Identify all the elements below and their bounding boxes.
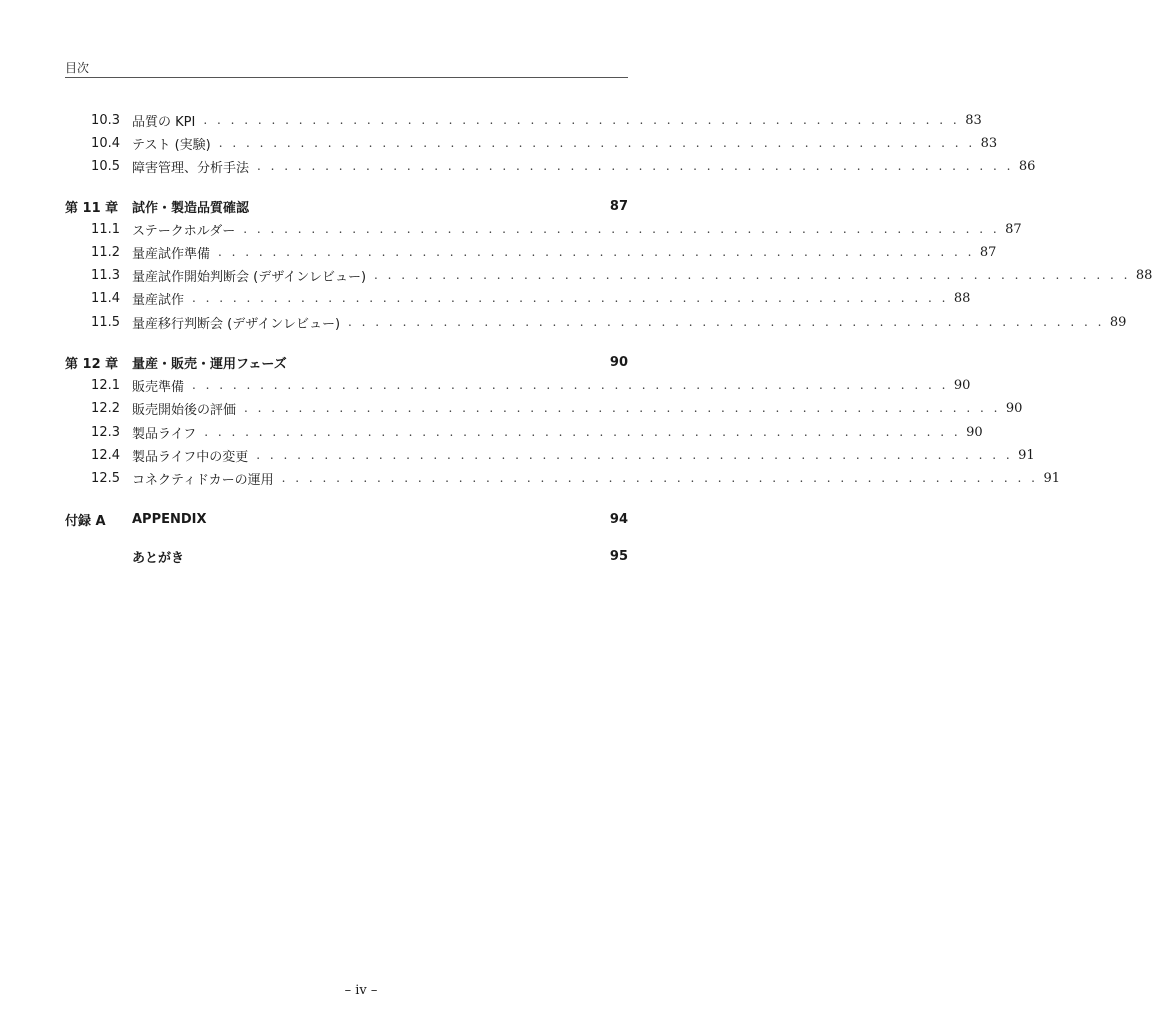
toc-chapter-row	[65, 196, 628, 216]
toc-dot-leader: . . . . . . . . . . . . . . . . . . . . . . . . . . . . . . . . . . . . . . . . . . . . . . . . . . . . . . . .	[192, 378, 949, 392]
toc-entry-title: 量産試作開始判断会 (デザインレビュー)	[132, 269, 367, 285]
toc-section-row	[65, 398, 1023, 418]
toc-section-row	[65, 375, 971, 395]
toc-entry-title: 障害管理、分析手法	[132, 160, 250, 176]
toc-section-row	[65, 445, 1035, 465]
toc-entry-number: 11.4	[91, 290, 120, 306]
toc-section-row	[65, 468, 1060, 488]
toc-entry-page: 87	[1005, 221, 1022, 237]
toc-entry-number: 12.2	[91, 400, 120, 416]
toc-entry-number: 11.5	[91, 314, 120, 330]
toc-entry-number: 11.3	[91, 267, 120, 283]
toc-entry-page: 94	[609, 511, 628, 527]
toc-entry-title: 製品ライフ中の変更	[132, 449, 249, 465]
toc-dot-leader: . . . . . . . . . . . . . . . . . . . . . . . . . . . . . . . . . . . . . . . . . . . . . . . . . . . . . . . .	[204, 425, 961, 439]
toc-entry-page: 95	[609, 548, 628, 564]
toc-chapter-row	[65, 352, 628, 372]
toc-entry-title: 試作・製造品質確認	[132, 200, 250, 216]
toc-chapter-row	[65, 509, 628, 529]
page-number: – iv –	[344, 983, 378, 998]
toc-entry-page: 90	[609, 354, 628, 370]
toc-section-row	[65, 422, 983, 442]
toc-entry-number: 第 12 章	[65, 356, 119, 372]
toc-entry-title: APPENDIX	[132, 511, 207, 527]
toc-dot-leader: . . . . . . . . . . . . . . . . . . . . . . . . . . . . . . . . . . . . . . . . . . . . . . . . . . . . . . . .	[244, 401, 1001, 415]
toc-entry-title: 量産試作	[132, 292, 185, 308]
toc-entry-number: 10.5	[91, 158, 120, 174]
toc-section-row	[65, 265, 1152, 285]
toc-entry-number: 第 11 章	[65, 200, 119, 216]
toc-dot-leader: . . . . . . . . . . . . . . . . . . . . . . . . . . . . . . . . . . . . . . . . . . . . . . . . . . . . . . . .	[218, 136, 976, 150]
toc-dot-leader: . . . . . . . . . . . . . . . . . . . . . . . . . . . . . . . . . . . . . . . . . . . . . . . . . . . . . . . .	[257, 159, 1014, 173]
toc-dot-leader: . . . . . . . . . . . . . . . . . . . . . . . . . . . . . . . . . . . . . . . . . . . . . . . . . . . . . . . .	[348, 315, 1105, 329]
toc-section-row	[65, 312, 1127, 332]
toc-entry-title: 製品ライフ	[132, 426, 197, 442]
toc-entry-title: テスト (実験)	[132, 137, 211, 153]
toc-entry-page: 83	[965, 112, 982, 128]
toc-entry-number: 付録 A	[65, 513, 106, 529]
toc-entry-title: 品質の KPI	[132, 114, 196, 130]
toc-entry-number: 12.1	[91, 377, 120, 393]
toc-entry-number: 11.2	[91, 244, 120, 260]
toc-entry-page: 88	[953, 290, 971, 306]
running-header: 目次	[65, 61, 90, 75]
toc-dot-leader: . . . . . . . . . . . . . . . . . . . . . . . . . . . . . . . . . . . . . . . . . . . . . . . . . . . . . . . .	[281, 471, 1038, 485]
toc-entry-number: 12.4	[91, 447, 120, 463]
toc-dot-leader: . . . . . . . . . . . . . . . . . . . . . . . . . . . . . . . . . . . . . . . . . . . . . . . . . . . . . . . .	[374, 268, 1131, 282]
toc-entry-number: 12.5	[91, 470, 120, 486]
toc-entry-page: 90	[953, 377, 971, 393]
toc-entry-page: 90	[1005, 400, 1023, 416]
toc-entry-title: あとがき	[132, 550, 185, 566]
toc-entry-title: ステークホルダー	[132, 223, 236, 239]
toc-section-row	[65, 242, 997, 262]
toc-entry-page: 91	[1043, 470, 1060, 486]
toc-entry-page: 83	[980, 135, 998, 151]
toc-section-row	[65, 156, 1036, 176]
toc-entry-page: 90	[966, 424, 983, 440]
toc-dot-leader: . . . . . . . . . . . . . . . . . . . . . . . . . . . . . . . . . . . . . . . . . . . . . . . . . . . . . . . .	[192, 291, 949, 305]
toc-entry-number: 11.1	[91, 221, 120, 237]
toc-entry-title: 量産試作準備	[132, 246, 211, 262]
toc-entry-page: 86	[1018, 158, 1036, 174]
toc-section-row	[65, 288, 971, 308]
toc-entry-page: 88	[1135, 267, 1152, 283]
toc-section-row	[65, 219, 1022, 239]
toc-entry-page: 89	[1109, 314, 1127, 330]
toc-entry-page: 87	[609, 198, 628, 214]
toc-section-row	[65, 133, 998, 153]
toc-entry-number: 12.3	[91, 424, 120, 440]
toc-entry-number: 10.3	[91, 112, 120, 128]
toc-entry-page: 87	[979, 244, 997, 260]
toc-entry-number: 10.4	[91, 135, 120, 151]
toc-entry-title: 量産・販売・運用フェーズ	[132, 356, 287, 372]
toc-chapter-row	[65, 546, 628, 566]
toc-entry-title: 販売準備	[132, 379, 185, 395]
toc-entry-title: 販売開始後の評価	[132, 402, 237, 418]
toc-entry-page: 91	[1018, 447, 1035, 463]
toc-dot-leader: . . . . . . . . . . . . . . . . . . . . . . . . . . . . . . . . . . . . . . . . . . . . . . . . . . . . . . . .	[203, 113, 960, 127]
toc-dot-leader: . . . . . . . . . . . . . . . . . . . . . . . . . . . . . . . . . . . . . . . . . . . . . . . . . . . . . . . .	[243, 222, 1000, 236]
toc-section-row	[65, 110, 982, 130]
toc-dot-leader: . . . . . . . . . . . . . . . . . . . . . . . . . . . . . . . . . . . . . . . . . . . . . . . . . . . . . . . .	[256, 448, 1013, 462]
toc-entry-title: 量産移行判断会 (デザインレビュー)	[132, 316, 341, 332]
toc-entry-title: コネクティドカーの運用	[132, 472, 274, 488]
toc-dot-leader: . . . . . . . . . . . . . . . . . . . . . . . . . . . . . . . . . . . . . . . . . . . . . . . . . . . . . . . .	[218, 245, 975, 259]
